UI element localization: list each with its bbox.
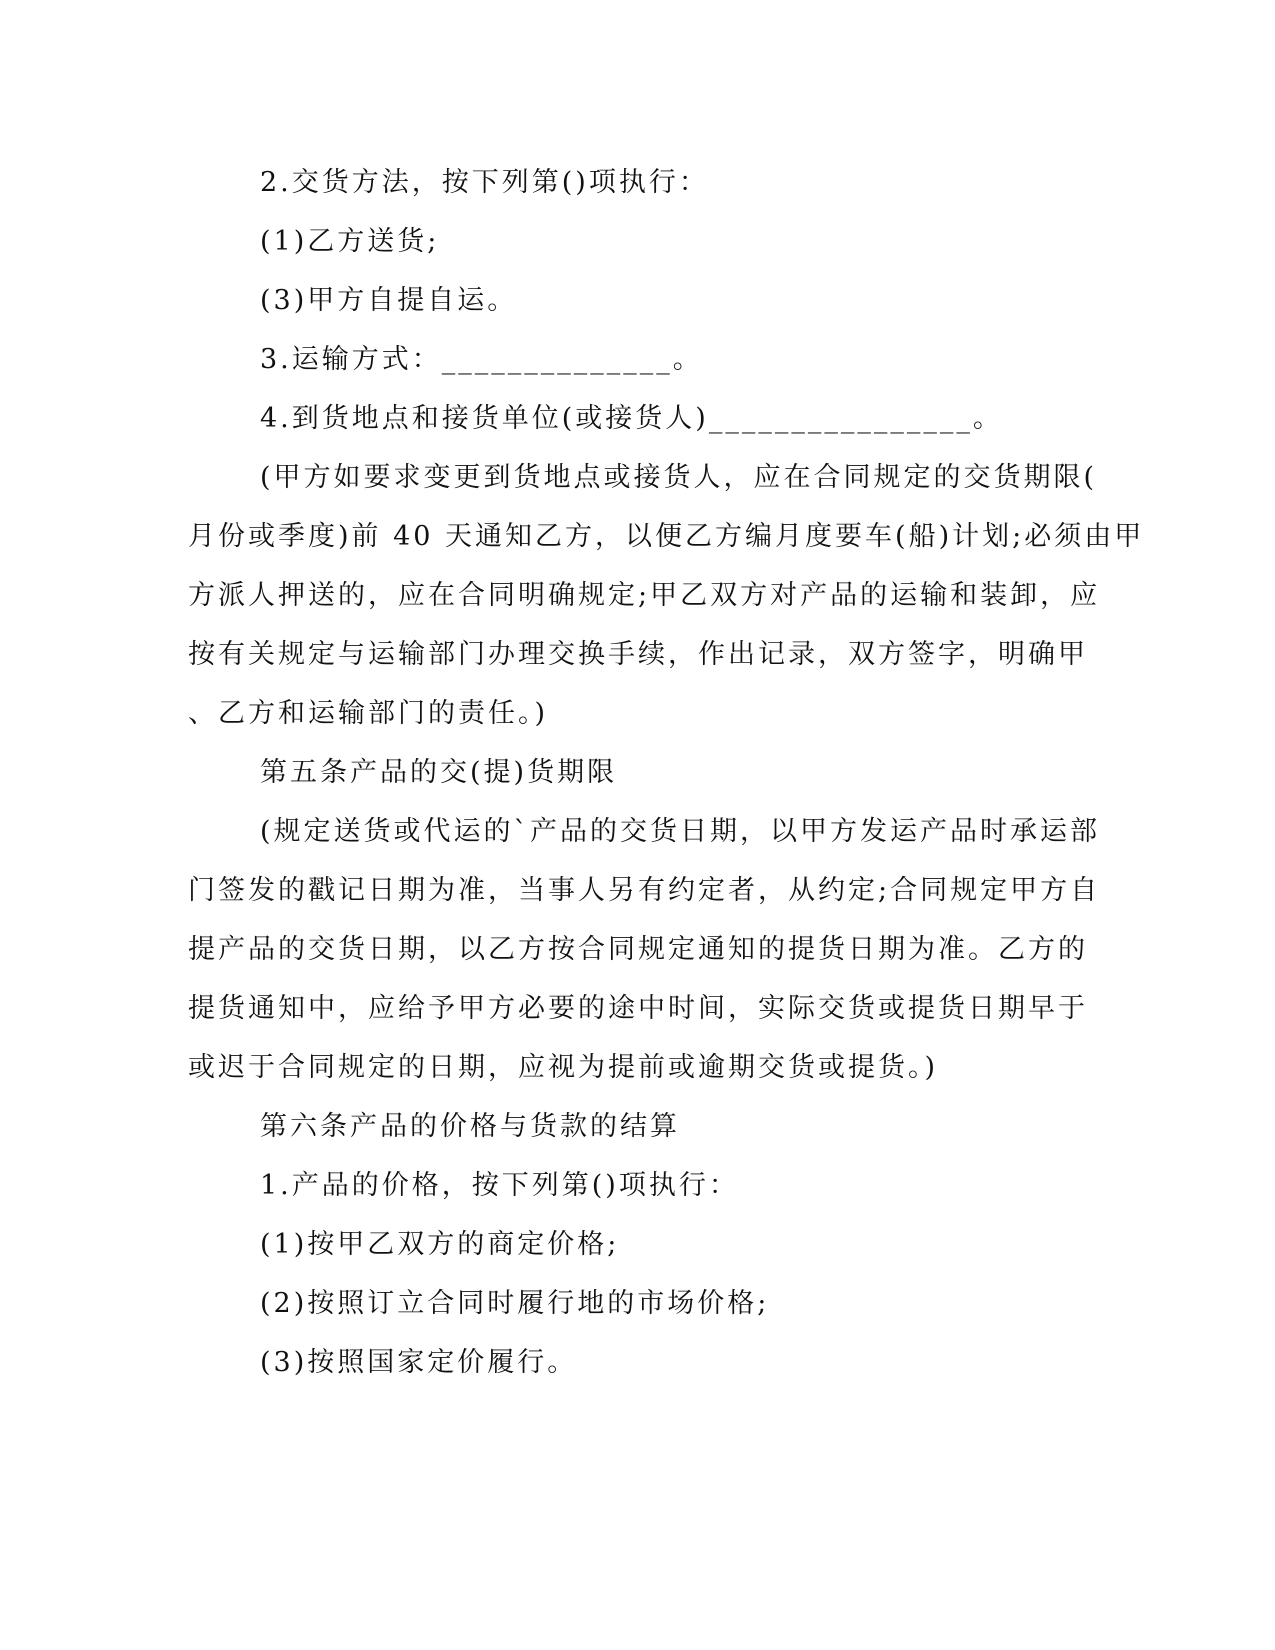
delivery-method-line: 2.交货方法，按下列第()项执行： [260,167,709,198]
price-option-2-line: (2)按照订立合同时履行地的市场价格; [260,1288,770,1319]
option-buyer-pickup-line: (3)甲方自提自运。 [260,285,518,316]
paragraph-line: 按有关规定与运输部门办理交换手续，作出记录，双方签字，明确甲 [188,639,1088,670]
delivery-place-line: 4.到货地点和接货单位(或接货人)________________。 [260,403,1003,434]
paragraph-line: 提产品的交货日期，以乙方按合同规定通知的提货日期为准。乙方的 [188,934,1088,965]
paragraph-line: 提货通知中，应给予甲方必要的途中时间，实际交货或提货日期早于 [188,993,1088,1024]
price-option-3-line: (3)按照国家定价履行。 [260,1347,578,1378]
price-option-1-line: (1)按甲乙双方的商定价格; [260,1229,620,1260]
paragraph-line: 门签发的戳记日期为准，当事人另有约定者，从约定;合同规定甲方自 [188,875,1101,906]
paragraph-line: (规定送货或代运的`产品的交货日期，以甲方发运产品时承运部 [260,816,1101,847]
paragraph-line: 月份或季度)前 40 天通知乙方，以便乙方编月度要车(船)计划;必须由甲 [188,521,1145,552]
section-heading-article-6: 第六条产品的价格与货款的结算 [260,1111,680,1142]
section-heading-article-5: 第五条产品的交(提)货期限 [260,757,618,788]
paragraph-line: 或迟于合同规定的日期，应视为提前或逾期交货或提货。) [188,1052,939,1083]
price-method-line: 1.产品的价格，按下列第()项执行： [260,1170,739,1201]
paragraph-line: 方派人押送的，应在合同明确规定;甲乙双方对产品的运输和装卸，应 [188,580,1101,611]
paragraph-line: (甲方如要求变更到货地点或接货人，应在合同规定的交货期限( [260,462,1098,493]
transport-method-line: 3.运输方式：______________。 [260,344,703,375]
option-seller-delivery-line: (1)乙方送货; [260,226,440,257]
paragraph-line: 、乙方和运输部门的责任。) [188,698,549,729]
